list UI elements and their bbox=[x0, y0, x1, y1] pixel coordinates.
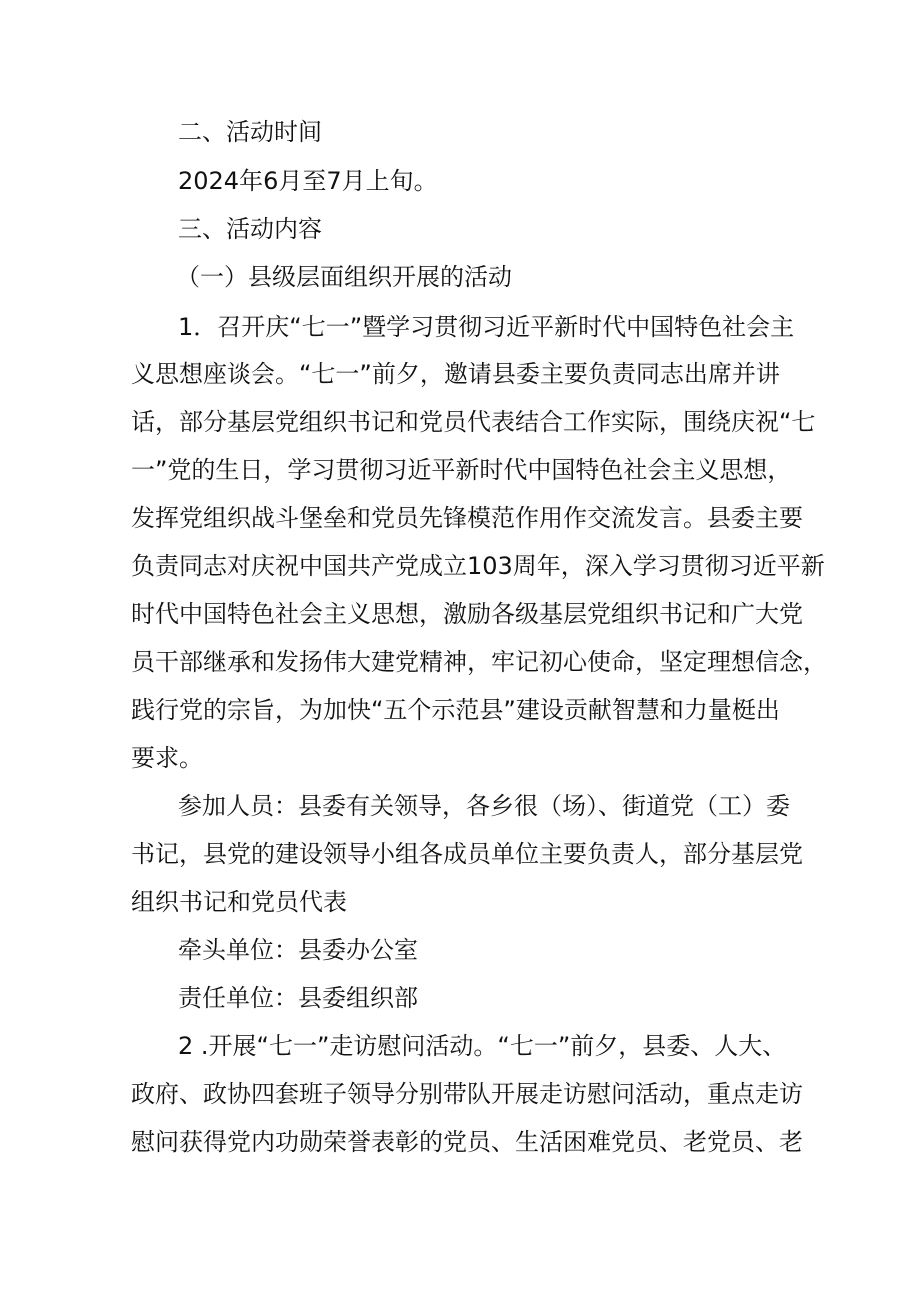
activity-time-text: 2024年6月至7月上旬。 bbox=[178, 167, 438, 195]
item1-line-1: 1．召开庆“七一”暨学习贯彻习近平新时代中国特色社会主 bbox=[178, 313, 795, 341]
item1-line-7: 时代中国特色社会主义思想，激励各级基层党组织书记和广大党 bbox=[131, 600, 803, 628]
item1-line-5: 发挥党组织战斗堡垒和党员先锋模范作用作交流发言。县委主要 bbox=[131, 504, 803, 532]
subsection-heading-county: （一）县级层面组织开展的活动 bbox=[176, 263, 512, 291]
item1-line-3: 话，部分基层党组织书记和党员代表结合工作实际，围绕庆祝“七 bbox=[131, 408, 816, 436]
item2-line-2: 政府、政协四套班子领导分别带队开展走访慰问活动，重点走访 bbox=[131, 1080, 803, 1108]
item1-line-4: 一”党的生日，学习贯彻习近平新时代中国特色社会主义思想， bbox=[131, 456, 792, 484]
item1-line-6: 负责同志对庆祝中国共产党成立103周年，深入学习贯彻习近平新 bbox=[131, 552, 825, 580]
participants-line-1: 参加人员：县委有关领导，各乡很（场）、街道党（工）委 bbox=[178, 792, 790, 820]
lead-unit: 牵头单位：县委办公室 bbox=[178, 936, 418, 964]
section-heading-time: 二、活动时间 bbox=[178, 118, 322, 146]
item1-line-8: 员干部继承和发扬伟大建党精神，牢记初心使命，坚定理想信念， bbox=[131, 648, 827, 676]
item1-line-9: 践行党的宗旨，为加快“五个示范县”建设贡献智慧和力量梃出 bbox=[131, 696, 780, 724]
item1-line-2: 义思想座谈会。“七一”前夕，邀请县委主要负责同志出席并讲 bbox=[131, 360, 780, 388]
participants-line-3: 组织书记和党员代表 bbox=[131, 888, 347, 916]
section-heading-content: 三、活动内容 bbox=[178, 215, 322, 243]
item2-line-1: 2 .开展“七一”走访慰问活动。“七一”前夕，县委、人大、 bbox=[178, 1032, 787, 1060]
responsible-unit: 责任单位：县委组织部 bbox=[178, 984, 418, 1012]
item1-line-10: 要求。 bbox=[131, 744, 203, 772]
item2-line-3: 慰问获得党内功勋荣誉表彰的党员、生活困难党员、老党员、老 bbox=[131, 1128, 803, 1156]
participants-line-2: 书记，县党的建设领导小组各成员单位主要负责人，部分基层党 bbox=[131, 840, 803, 868]
